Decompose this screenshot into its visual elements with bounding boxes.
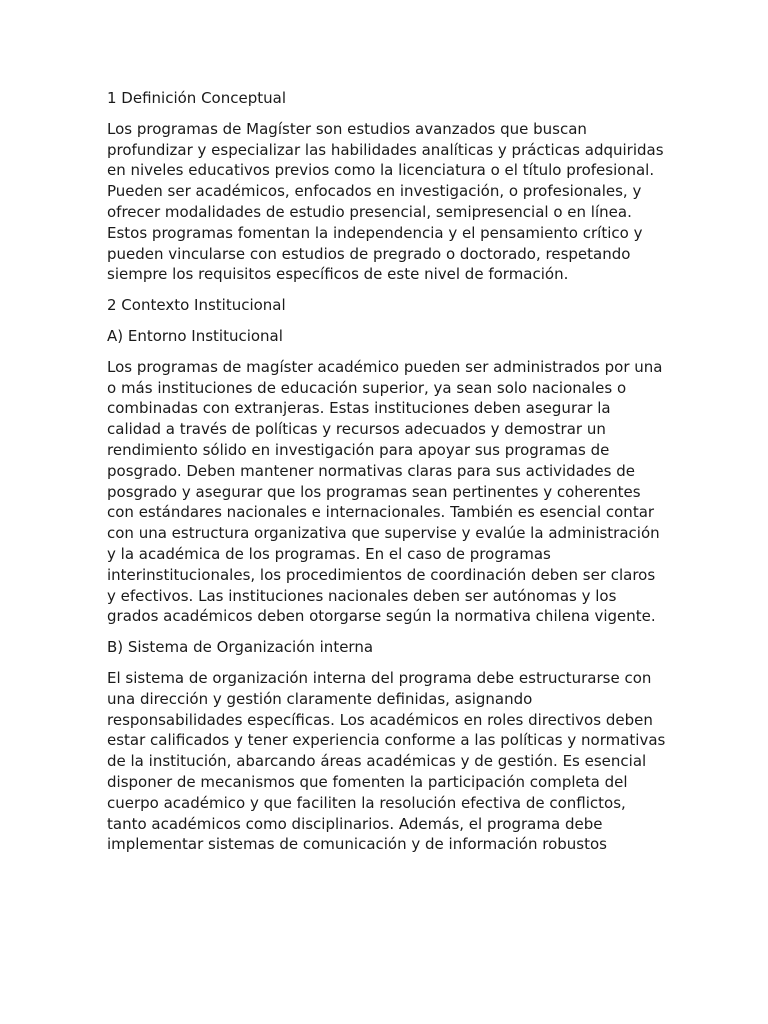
subsection-heading-entorno: A) Entorno Institucional <box>107 326 283 345</box>
section-heading-definicion: 1 Definición Conceptual <box>107 89 286 107</box>
paragraph-entorno: Los programas de magíster académico pueden ser administrados por una o más instituciones de educación superior, ya sean solo nacionales o combinadas con extranjeras. Estas instituciones deben asegurar la calidad a través de políticas y recursos adecuados y demostrar un rendimiento sólido en investigación para apoyar sus programas de posgrado. Deben mantener normativas claras para sus actividades de posgrado y asegurar que los programas sean pertinentes y coherentes con estándares nacionales e internacionales. También es esencial contar con una estructura organizativa que supervise y evalúe la administración y la académica de los programas. En el caso de programas interinstitucionales, los procedimientos de coordinación deben ser claros y efectivos. Las instituciones nacionales deben ser autónomas y los grados académicos deben otorgarse según la normativa chilena vigente. <box>107 357 663 626</box>
document-page <box>107 88 667 865</box>
paragraph-organizacion: El sistema de organización interna del programa debe estructurarse con una dirección y gestión claramente definidas, asignando responsabilidades específicas. Los académicos en roles directivos deben estar calificados y tener experiencia conforme a las políticas y normativas de la institución, abarcando áreas académicas y de gestión. Es esencial disponer de mecanismos que fomenten la participación completa del cuerpo académico y que faciliten la resolución efectiva de conflictos, tanto académicos como disciplinarios. Además, el programa debe implementar sistemas de comunicación y de información robustos <box>107 668 666 854</box>
paragraph-definicion: Los programas de Magíster son estudios avanzados que buscan profundizar y especializar las habilidades analíticas y prácticas adquiridas en niveles educativos previos como la licenciatura o el título profesional. Pueden ser académicos, enfocados en investigación, o profesionales, y ofrecer modalidades de estudio presencial, semipresencial o en línea. Estos programas fomentan la independencia y el pensamiento crítico y pueden vincularse con estudios de pregrado o doctorado, respetando siempre los requisitos específicos de este nivel de formación. <box>107 119 664 284</box>
section-heading-contexto: 2 Contexto Institucional <box>107 296 286 315</box>
subsection-heading-organizacion: B) Sistema de Organización interna <box>107 638 374 657</box>
